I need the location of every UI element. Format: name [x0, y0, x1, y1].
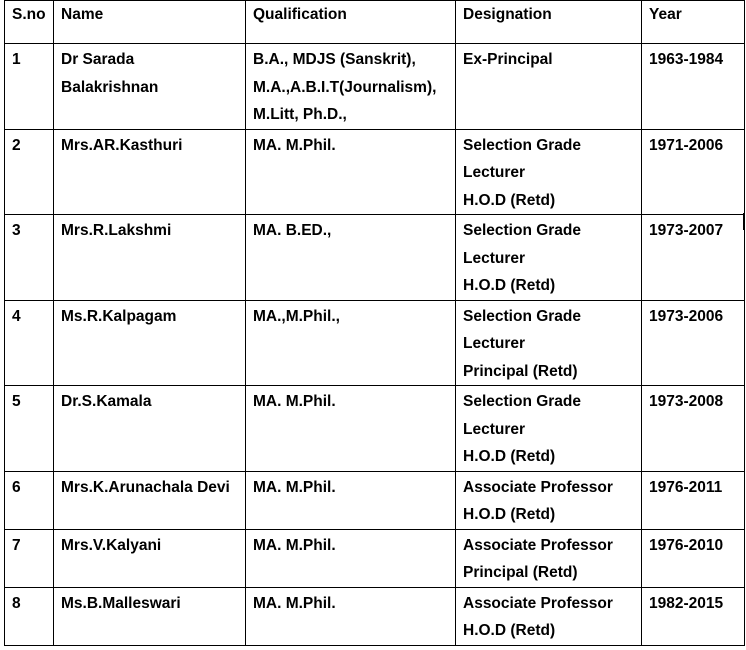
cell-qualification-line: M.Litt, Ph.D.,: [253, 106, 347, 123]
cell-qualification: [246, 386, 456, 472]
cell-designation-line: Selection Grade: [463, 222, 582, 239]
header-row: [5, 1, 745, 44]
cell-qualification: [246, 471, 456, 529]
cell-designation: [456, 44, 642, 130]
cell-sno: 5: [5, 386, 54, 472]
cell-designation-line: Selection Grade: [463, 393, 582, 410]
cell-designation: [456, 300, 642, 386]
cell-year: 1973-2008: [642, 386, 745, 472]
cell-qualification-line: MA. M.Phil.: [253, 393, 336, 410]
cell-designation-line: Lecturer: [463, 420, 526, 438]
header-name: Name: [54, 1, 246, 44]
cell-qualification: [246, 215, 456, 301]
cell-designation: [456, 471, 642, 529]
cell-name-line: Dr Sarada: [61, 51, 135, 68]
cell-year: 1963-1984: [642, 44, 745, 130]
cell-name-line: Mrs.V.Kalyani: [61, 536, 162, 554]
staff-table: [4, 0, 745, 646]
cell-year: 1982-2015: [642, 587, 745, 645]
cell-designation-line: H.O.D (Retd): [463, 191, 556, 209]
cell-sno: 8: [5, 587, 54, 645]
table-row: [5, 300, 745, 386]
cell-designation-line: Selection Grade: [463, 307, 582, 325]
cell-name: [54, 44, 246, 130]
header-qualification: Qualification: [246, 1, 456, 44]
cell-qualification-line: MA. M.Phil.: [253, 136, 336, 154]
cell-year: 1973-2006: [642, 300, 745, 386]
cell-name-line: Mrs.AR.Kasthuri: [61, 136, 183, 154]
cell-year: 1976-2011: [642, 471, 745, 529]
header-designation: Designation: [456, 1, 642, 44]
cell-name: [54, 129, 246, 215]
cell-designation: [456, 129, 642, 215]
cell-designation-line: H.O.D (Retd): [463, 506, 556, 523]
cell-sno: 4: [5, 300, 54, 386]
cell-designation-line: Associate Professor: [463, 478, 613, 496]
cell-sno: 7: [5, 529, 54, 587]
cell-name: [54, 300, 246, 386]
cell-name: [54, 386, 246, 472]
cell-designation-line: Associate Professor: [463, 594, 613, 612]
table-row: [5, 44, 745, 130]
cell-name-line: Balakrishnan: [61, 78, 159, 96]
cell-sno: 2: [5, 129, 54, 215]
cell-qualification: [246, 587, 456, 645]
cell-qualification-line: MA. M.Phil.: [253, 536, 336, 554]
header-sno: S.no: [5, 1, 54, 44]
cell-qualification-line: MA. M.Phil.: [253, 594, 336, 612]
cell-qualification: [246, 300, 456, 386]
cell-qualification-line: B.A., MDJS (Sanskrit),: [253, 51, 416, 68]
cell-designation-line: H.O.D (Retd): [463, 277, 556, 294]
cell-designation-line: Selection Grade: [463, 136, 582, 154]
cell-name: [54, 215, 246, 301]
table-row: [5, 471, 745, 529]
staff-table-body: [5, 1, 745, 646]
cell-name-line: Mrs.R.Lakshmi: [61, 222, 172, 239]
cell-designation-line: Principal (Retd): [463, 564, 578, 581]
margin-mark: [743, 213, 744, 230]
cell-year: 1976-2010: [642, 529, 745, 587]
header-year: Year: [642, 1, 745, 44]
cell-year: 1973-2007: [642, 215, 745, 301]
cell-sno: 6: [5, 471, 54, 529]
cell-designation: [456, 587, 642, 645]
table-row: [5, 215, 745, 301]
cell-name-line: Mrs.K.Arunachala Devi: [61, 478, 230, 496]
cell-designation-line: Lecturer: [463, 249, 526, 267]
cell-name: [54, 587, 246, 645]
cell-designation: [456, 386, 642, 472]
cell-designation-line: Lecturer: [463, 164, 526, 181]
cell-qualification-line: MA. M.Phil.: [253, 478, 336, 496]
cell-designation-line: Principal (Retd): [463, 362, 578, 380]
cell-year: 1971-2006: [642, 129, 745, 215]
cell-name-line: Ms.B.Malleswari: [61, 594, 181, 612]
cell-designation-line: H.O.D (Retd): [463, 622, 556, 639]
cell-qualification-line: M.A.,A.B.I.T(Journalism),: [253, 78, 437, 96]
cell-name: [54, 471, 246, 529]
cell-qualification-line: MA.,M.Phil.,: [253, 307, 340, 325]
cell-designation-line: Ex-Principal: [463, 51, 553, 68]
table-row: [5, 386, 745, 472]
table-row: [5, 129, 745, 215]
cell-qualification: [246, 529, 456, 587]
cell-name-line: Dr.S.Kamala: [61, 393, 152, 410]
cell-designation-line: Associate Professor: [463, 536, 613, 554]
cell-name: [54, 529, 246, 587]
cell-designation-line: Lecturer: [463, 335, 526, 352]
cell-name-line: Ms.R.Kalpagam: [61, 307, 177, 325]
cell-designation: [456, 529, 642, 587]
cell-sno: 3: [5, 215, 54, 301]
cell-qualification: [246, 44, 456, 130]
cell-sno: 1: [5, 44, 54, 130]
cell-designation: [456, 215, 642, 301]
cell-designation-line: H.O.D (Retd): [463, 448, 556, 465]
table-row: [5, 587, 745, 645]
cell-qualification: [246, 129, 456, 215]
table-row: [5, 529, 745, 587]
cell-qualification-line: MA. B.ED.,: [253, 222, 332, 239]
